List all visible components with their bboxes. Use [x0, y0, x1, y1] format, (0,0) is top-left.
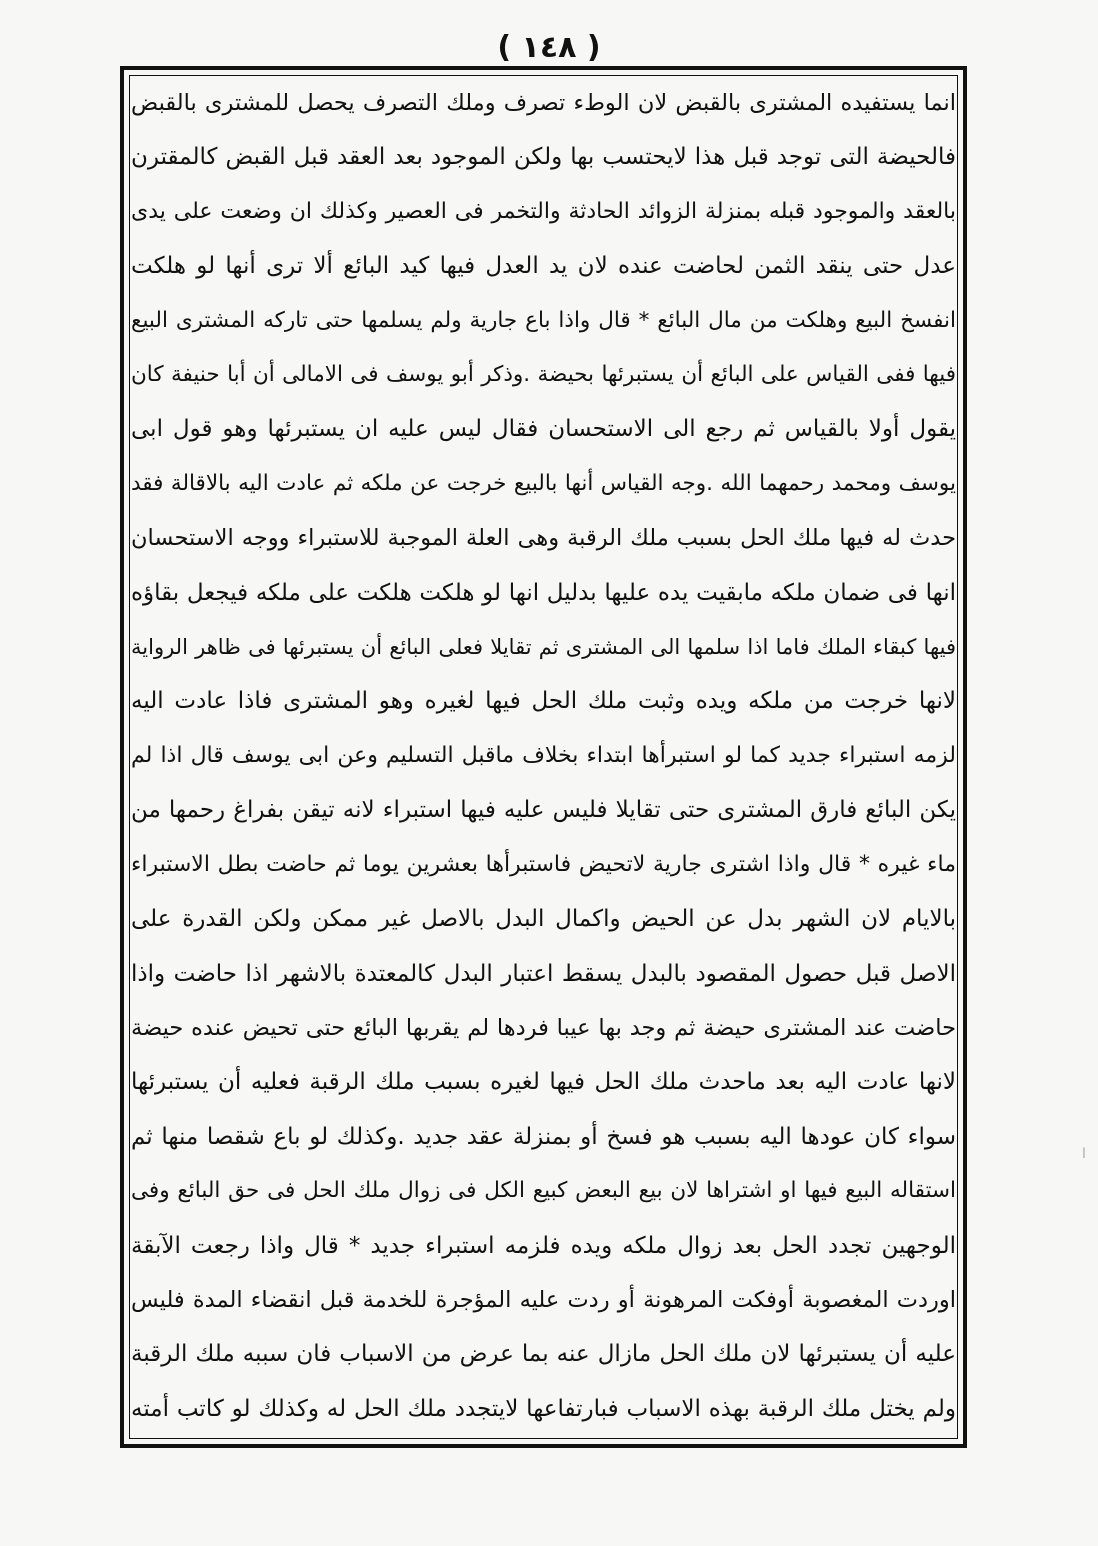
text-line: الاصل قبل حصول المقصود بالبدل يسقط اعتبار البدل كالمعتدة بالاشهر اذا حاضت واذا: [131, 960, 956, 987]
text-line: فيها كبقاء الملك فاما اذا سلمها الى المشترى ثم تقايلا فعلى البائع أن يستبرئها فى ظاهر الرواية: [131, 635, 956, 660]
text-line: حدث له فيها ملك الحل بسبب ملك الرقبة وهى العلة الموجبة للاستبراء ووجه الاستحسان: [131, 525, 956, 552]
text-line: استقاله البيع فيها او اشتراها لان بيع البعض كبيع الكل فى زوال ملك الحل فى حق البائع وفى: [131, 1178, 956, 1204]
page-number: ( ١٤٨ ): [497, 30, 601, 65]
text-line: ماء غيره * قال واذا اشترى جارية لاتحيض فاستبرأها بعشرين يوما ثم حاضت بطل الاستبراء: [131, 851, 956, 877]
text-line: الوجهين تجدد الحل بعد زوال ملكه ويده فلزمه استبراء جديد * قال واذا رجعت الآبقة: [131, 1232, 956, 1259]
text-line: لانها عادت اليه بعد ماحدث ملك الحل فيها لغيره بسبب ملك الرقبة فعليه أن يستبرئها: [131, 1069, 956, 1096]
text-line: بالايام لان الشهر بدل عن الحيض واكمال البدل بالاصل غير ممكن ولكن القدرة على: [131, 906, 956, 933]
text-line: بالعقد والموجود قبله بمنزلة الزوائد الحادثة والتخمر فى العصير وكذلك ان وضعت على يدى: [131, 198, 956, 224]
text-line: يكن البائع فارق المشترى حتى تقايلا فليس عليه فيها استبراء لانه تيقن بفراغ رحمها من: [131, 797, 956, 824]
main-text: [131, 83, 956, 1429]
text-line: انما يستفيده المشترى بالقبض لان الوطء تصرف وملك التصرف يحصل للمشترى بالقبض: [131, 90, 956, 116]
text-line: يوسف ومحمد رحمهما الله .وجه القياس أنها بالبيع خرجت عن ملكه ثم عادت اليه بالاقالة فقد: [131, 470, 956, 496]
text-line: عدل حتى ينقد الثمن لحاضت عنده لان يد العدل فيها كيد البائع ألا ترى أنها لو هلكت: [131, 253, 956, 280]
text-line: ولم يختل ملك الرقبة بهذه الاسباب فبارتفاعها لايتجدد ملك الحل له وكذلك لو كاتب أمته: [131, 1395, 956, 1422]
text-line: اوردت المغصوبة أوفكت المرهونة أو ردت عليه المؤجرة للخدمة قبل انقضاء المدة فليس: [131, 1286, 956, 1313]
text-line: انها فى ضمان ملكه مابقيت يده عليها بدليل انها لو هلكت هلكت على ملكه فيجعل بقاؤه: [131, 579, 956, 606]
text-line: يقول أولا بالقياس ثم رجع الى الاستحسان فقال ليس عليه ان يستبرئها وهو قول ابى: [131, 416, 956, 443]
margin-mark: ا: [1082, 1146, 1086, 1162]
text-line: سواء كان عودها اليه بسبب هو فسخ أو بمنزلة عقد جديد .وكذلك لو باع شقصا منها ثم: [131, 1123, 956, 1150]
text-line: فالحيضة التى توجد قبل هذا لايحتسب بها ولكن الموجود بعد العقد قبل القبض كالمقترن: [131, 144, 956, 171]
text-line: عليه أن يستبرئها لان ملك الحل مازال عنه بما عرض من الاسباب فان سببه ملك الرقبة: [131, 1341, 956, 1368]
text-line: حاضت عند المشترى حيضة ثم وجد بها عيبا فردها لم يقربها البائع حتى تحيض عنده حيضة: [131, 1014, 956, 1041]
text-line: فيها ففى القياس على البائع أن يستبرئها بحيضة .وذكر أبو يوسف فى الامالى أن أبا حنيفة كان: [131, 362, 956, 388]
text-line: لزمه استبراء جديد كما لو استبرأها ابتداء بخلاف ماقبل التسليم وعن ابى يوسف قال اذا لم: [131, 742, 956, 768]
text-line: لانها خرجت من ملكه ويده وثبت ملك الحل فيها لغيره وهو المشترى فاذا عادت اليه: [131, 688, 956, 715]
text-line: انفسخ البيع وهلكت من مال البائع * قال واذا باع جارية ولم يسلمها حتى تاركه المشترى البيع: [131, 307, 956, 333]
